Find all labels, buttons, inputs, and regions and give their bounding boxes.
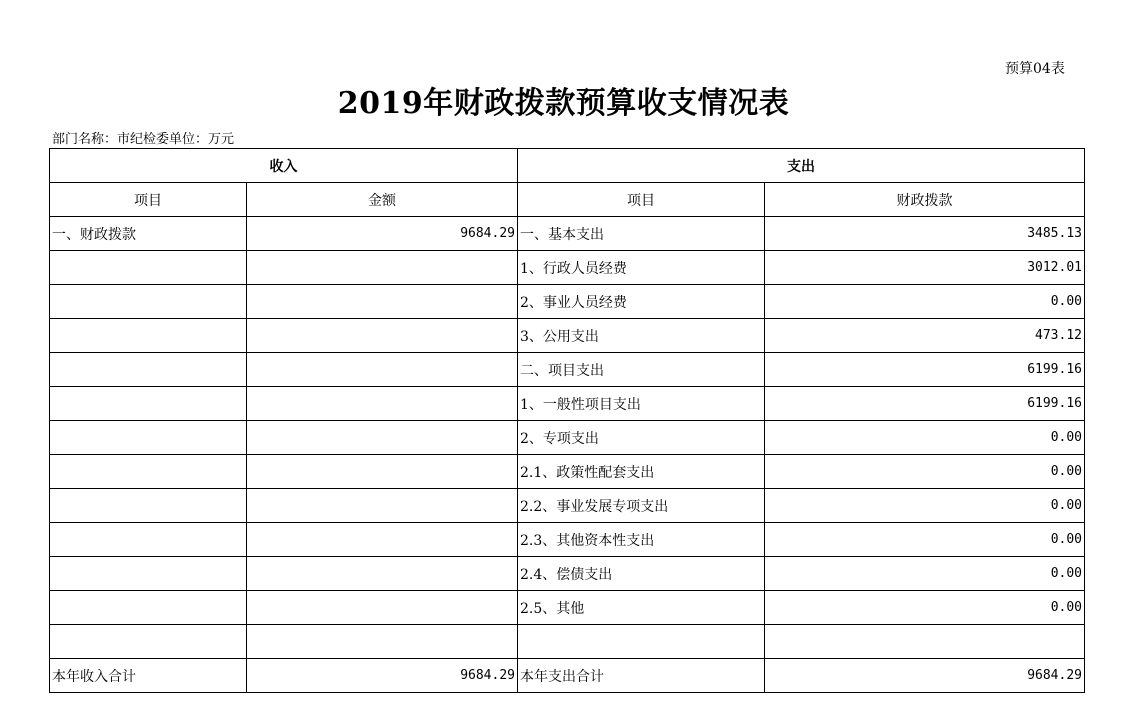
expenditure-item-cell: 2、事业人员经费 <box>518 285 765 319</box>
expenditure-amount-cell: 3012.01 <box>765 251 1085 285</box>
income-item-cell <box>50 523 247 557</box>
income-amount-cell <box>247 489 518 523</box>
expenditure-amount-cell: 473.12 <box>765 319 1085 353</box>
income-item-cell <box>50 251 247 285</box>
expenditure-amount-cell: 0.00 <box>765 285 1085 319</box>
expenditure-item-cell: 2.5、其他 <box>518 591 765 625</box>
department-line: 部门名称：市纪检委单位：万元 <box>52 132 235 147</box>
expenditure-item-cell: 2.2、事业发展专项支出 <box>518 489 765 523</box>
table-row <box>50 625 1085 659</box>
section-header-row <box>50 149 1085 183</box>
table-row <box>50 251 1085 285</box>
expenditure-amount-cell: 0.00 <box>765 591 1085 625</box>
expenditure-item-cell: 1、一般性项目支出 <box>518 387 765 421</box>
income-amount-cell <box>247 455 518 489</box>
expenditure-amount-cell: 0.00 <box>765 523 1085 557</box>
expenditure-item-cell: 2.1、政策性配套支出 <box>518 455 765 489</box>
income-item-cell <box>50 353 247 387</box>
expenditure-item-cell: 3、公用支出 <box>518 319 765 353</box>
table-row <box>50 557 1085 591</box>
table-row <box>50 285 1085 319</box>
expenditure-amount-cell: 9684.29 <box>765 659 1085 693</box>
income-item-cell <box>50 455 247 489</box>
expenditure-item-cell: 二、项目支出 <box>518 353 765 387</box>
expenditure-item-cell: 2.3、其他资本性支出 <box>518 523 765 557</box>
budget-table <box>49 148 1085 693</box>
income-amount-cell: 9684.29 <box>247 659 518 693</box>
income-amount-cell <box>247 285 518 319</box>
expenditure-item-cell: 1、行政人员经费 <box>518 251 765 285</box>
expenditure-amount-cell: 3485.13 <box>765 217 1085 251</box>
document-title: 2019年财政拨款预算收支情况表 <box>337 86 790 121</box>
table-row <box>50 217 1085 251</box>
table-row <box>50 353 1085 387</box>
income-amount-cell <box>247 387 518 421</box>
table-row <box>50 659 1085 693</box>
expenditure-item-cell: 一、基本支出 <box>518 217 765 251</box>
income-amount-cell <box>247 251 518 285</box>
table-row <box>50 387 1085 421</box>
expenditure-amount-cell <box>765 625 1085 659</box>
expenditure-amount-cell: 0.00 <box>765 455 1085 489</box>
income-section-header: 收入 <box>50 149 518 183</box>
income-item-cell <box>50 319 247 353</box>
expenditure-section-header: 支出 <box>518 149 1085 183</box>
income-amount-cell <box>247 421 518 455</box>
income-amount-cell <box>247 591 518 625</box>
expenditure-item-cell: 2.4、偿债支出 <box>518 557 765 591</box>
income-item-cell <box>50 387 247 421</box>
income-item-cell: 一、财政拨款 <box>50 217 247 251</box>
column-header-row <box>50 183 1085 217</box>
table-row <box>50 421 1085 455</box>
expenditure-amount-cell: 0.00 <box>765 557 1085 591</box>
expenditure-item-header: 项目 <box>518 183 765 217</box>
table-row <box>50 455 1085 489</box>
income-item-cell: 本年收入合计 <box>50 659 247 693</box>
income-amount-cell <box>247 625 518 659</box>
income-item-cell <box>50 489 247 523</box>
income-amount-cell <box>247 557 518 591</box>
income-item-cell <box>50 591 247 625</box>
fiscal-allocation-header: 财政拨款 <box>765 183 1085 217</box>
table-row <box>50 319 1085 353</box>
income-item-cell <box>50 625 247 659</box>
table-row <box>50 489 1085 523</box>
income-item-cell <box>50 421 247 455</box>
income-item-cell <box>50 285 247 319</box>
expenditure-amount-cell: 6199.16 <box>765 387 1085 421</box>
expenditure-amount-cell: 0.00 <box>765 421 1085 455</box>
table-row <box>50 591 1085 625</box>
income-amount-cell <box>247 353 518 387</box>
income-amount-header: 金额 <box>247 183 518 217</box>
income-amount-cell: 9684.29 <box>247 217 518 251</box>
expenditure-item-cell: 2、专项支出 <box>518 421 765 455</box>
income-item-header: 项目 <box>50 183 247 217</box>
table-row <box>50 523 1085 557</box>
expenditure-amount-cell: 0.00 <box>765 489 1085 523</box>
expenditure-item-cell <box>518 625 765 659</box>
income-item-cell <box>50 557 247 591</box>
form-code: 预算04表 <box>1005 61 1065 77</box>
income-amount-cell <box>247 319 518 353</box>
expenditure-item-cell: 本年支出合计 <box>518 659 765 693</box>
expenditure-amount-cell: 6199.16 <box>765 353 1085 387</box>
income-amount-cell <box>247 523 518 557</box>
